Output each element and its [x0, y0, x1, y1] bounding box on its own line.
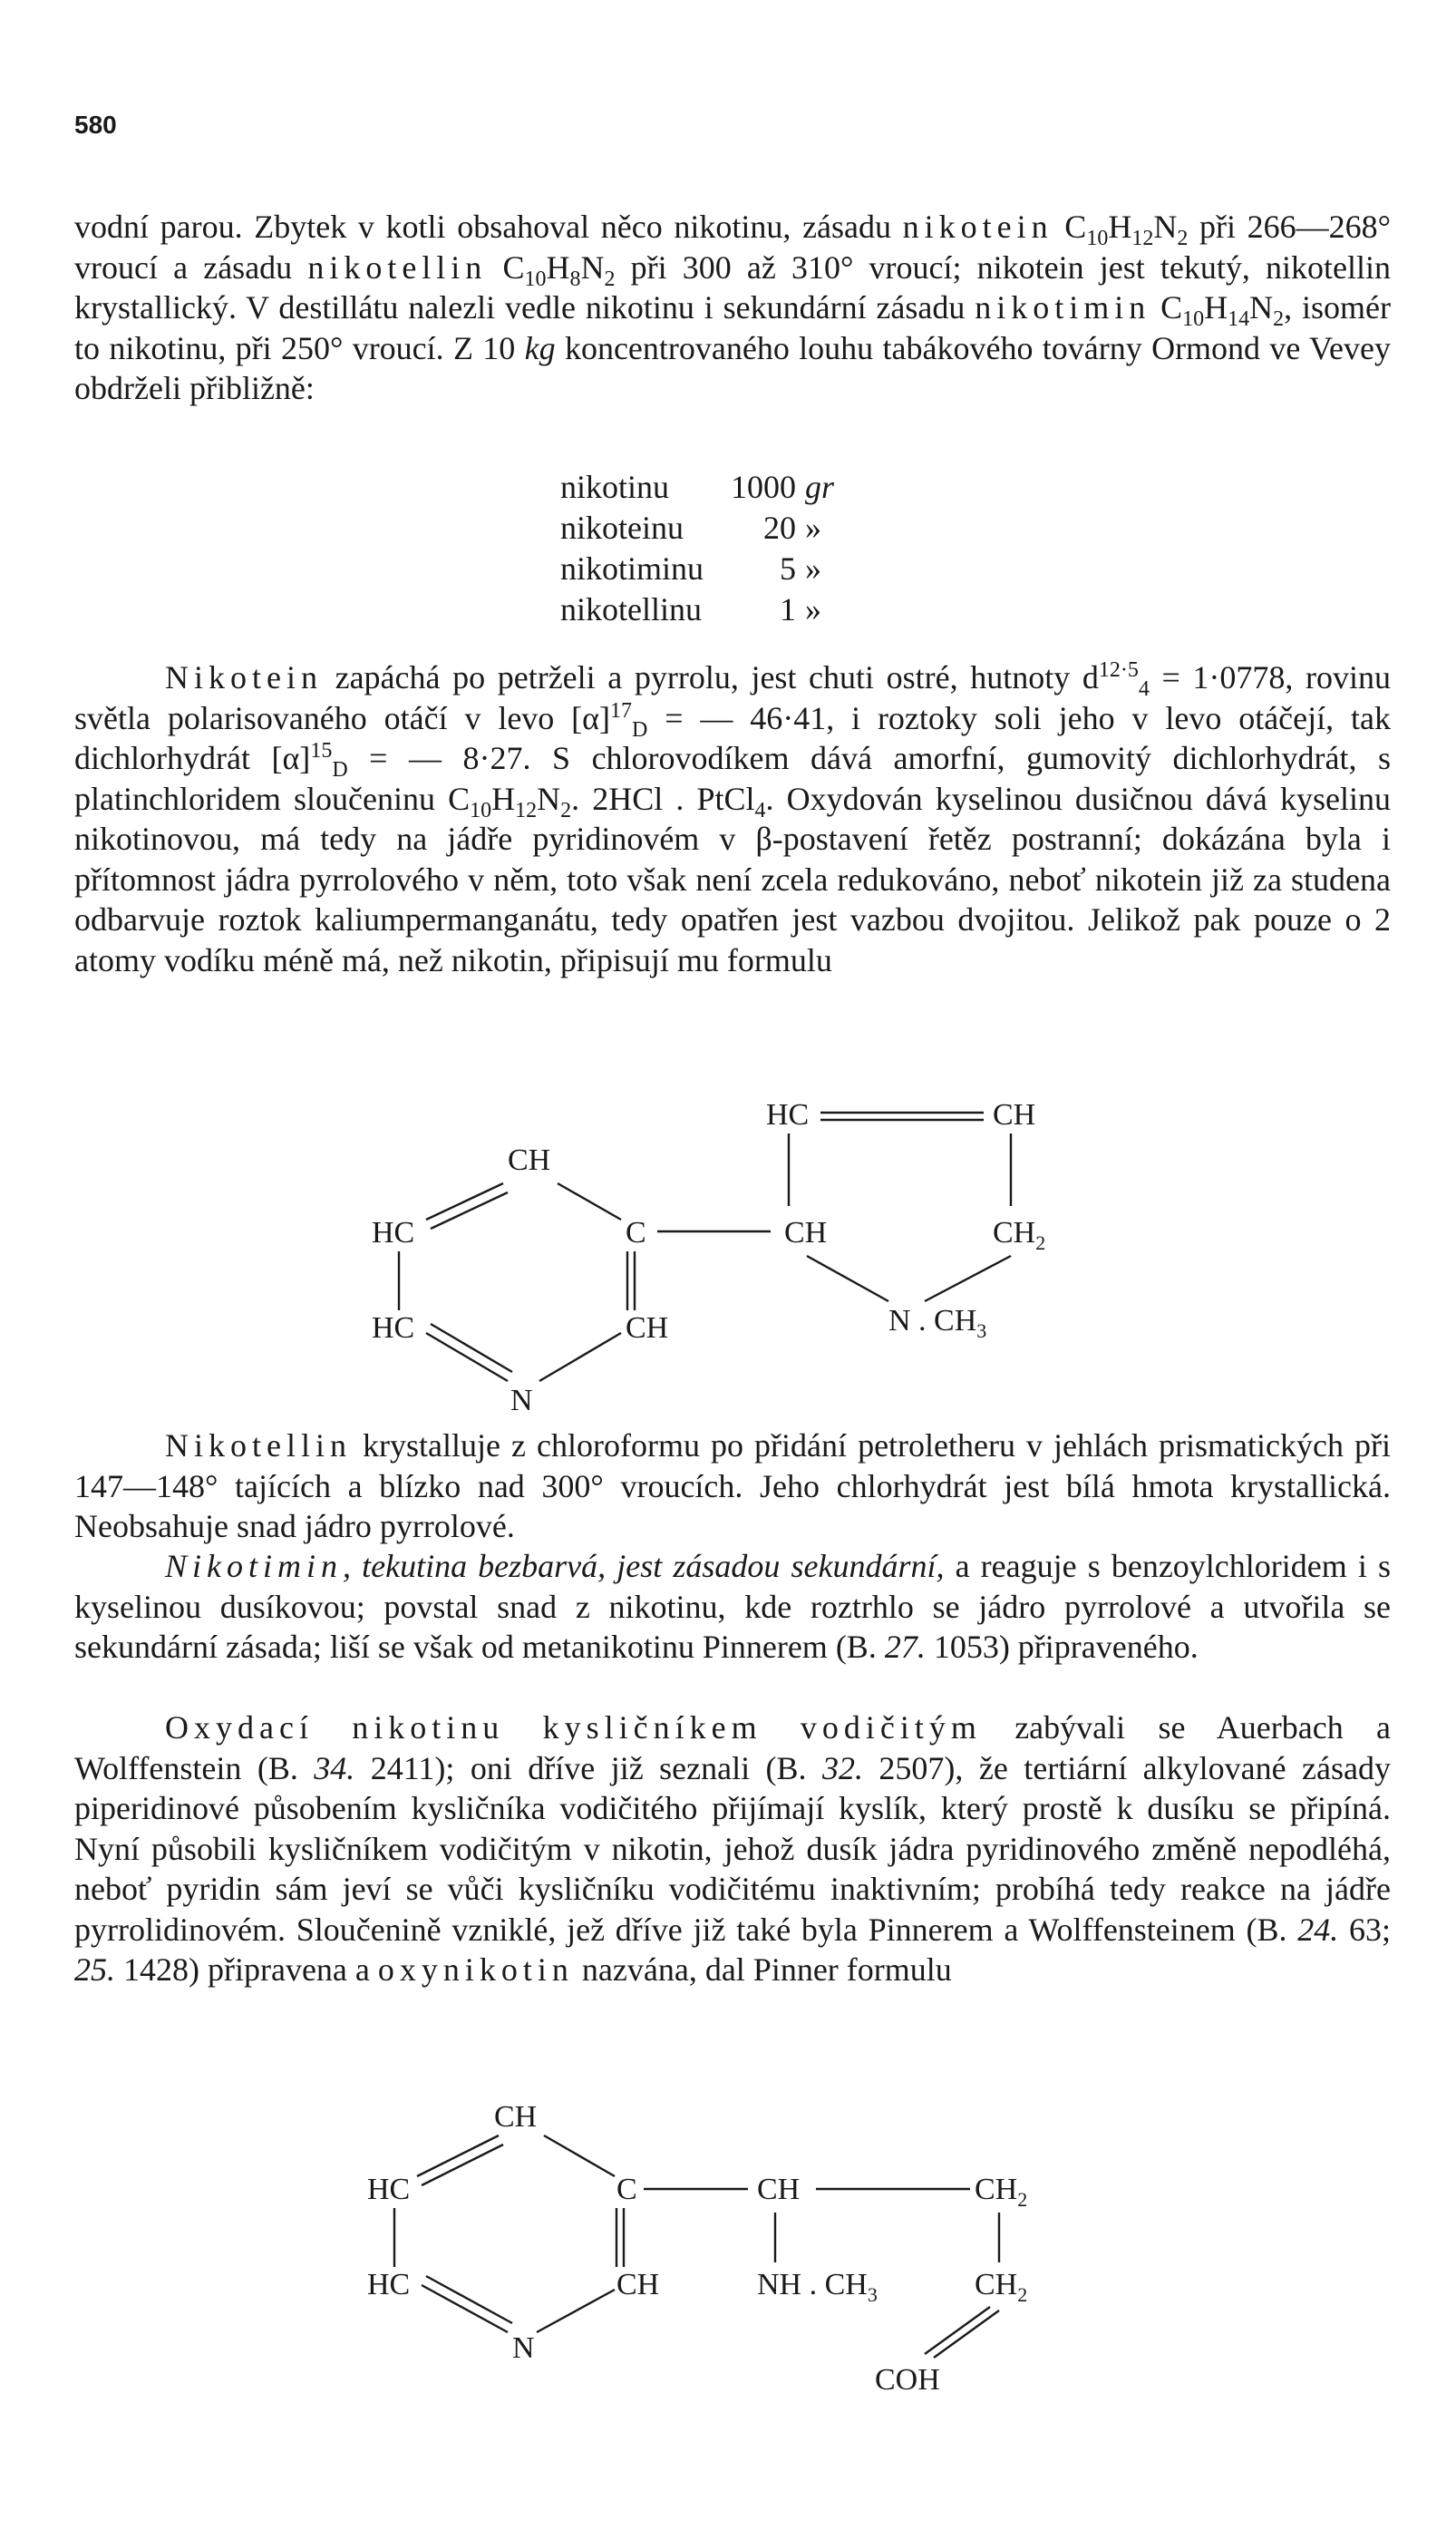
text: C: [487, 248, 525, 286]
atom-label: N: [512, 2331, 535, 2365]
table-row: [560, 589, 834, 630]
atom-label: COH: [875, 2363, 940, 2397]
text: 2507), že tertiární alkylované zásady piperidinové působením kysličníka vodičitého přijímají kyslík, který prostě k dusíku se připíná. Nyní působili kysličníkem vodičitým v nikotin, jehož dusík jádra pyridinového změně nepodléhá, neboť pyridin sám jeví se vůči kysličníku vodičitému inaktivním; probíhá tedy reakce na jádře pyrrolidinovém. Sloučenině vzniklé, jež dříve již také byla Pinnerem a Wolffensteinem (B.: [74, 1749, 1391, 1948]
bond: [558, 1183, 621, 1220]
text: C: [1053, 209, 1087, 245]
text: N: [537, 780, 561, 817]
reference: 34.: [314, 1749, 355, 1786]
text: = — 46·41, i roztoky soli jeho v levo otáčejí, tak dichlorhydrát [α]: [74, 699, 1391, 776]
text: N: [580, 248, 605, 286]
subscript: 12: [1131, 227, 1154, 251]
text: zabývali se Auerbach a Wolffenstein (B.: [74, 1709, 1391, 1786]
table-cell-name: nikotinu: [560, 469, 670, 505]
table-cell-unit: »: [805, 591, 822, 627]
text: , tekutina bezbarvá, jest zásadou sekundární,: [343, 1548, 945, 1584]
text: H: [546, 248, 570, 286]
table-cell-unit: »: [805, 550, 822, 587]
text: a reaguje s benzoylchloridem i s kyselinou dusíkovou; povstal snad z nikotinu, kde roztrhlo se jádro pyrrolové a utvořila se sekundární zásada; liší se však od metanikotinu Pinnerem (B.: [74, 1548, 1391, 1665]
subscript: 8: [569, 267, 581, 291]
section-lead: Oxydací nikotinu kysličníkem vodičitým: [165, 1709, 982, 1746]
text: H: [1108, 209, 1132, 245]
bond: [422, 2285, 508, 2332]
table-cell-unit: gr: [805, 469, 835, 505]
text: C: [1150, 289, 1183, 326]
text: vodní parou. Zbytek v kotli obsahoval něco nikotinu, zásadu: [74, 209, 903, 245]
table-cell-name: nikoteinu: [560, 510, 684, 546]
text: 1428) připravena a: [115, 1951, 378, 1988]
superscript: 17: [610, 698, 632, 723]
reference: 25.: [74, 1951, 115, 1988]
bond: [431, 1192, 508, 1229]
subscript: 14: [1228, 307, 1250, 332]
bond: [417, 2135, 499, 2176]
bond: [426, 1333, 508, 1381]
subscript: 2: [604, 267, 616, 291]
subscript: 2: [1273, 307, 1285, 332]
bond: [544, 2135, 615, 2176]
atom-label: $CH_2$: [975, 2173, 1028, 2211]
table-cell-amount: 1000: [731, 469, 797, 505]
subscript: 10: [1086, 227, 1109, 251]
subscript: 12: [515, 798, 538, 822]
bond: [537, 2290, 615, 2332]
reference: 27.: [884, 1629, 926, 1665]
term-oxynikotin: oxynikotin: [377, 1951, 574, 1988]
text: N: [1153, 209, 1178, 245]
term-nikotein: Nikotein: [165, 659, 323, 696]
text: koncentrovaného louhu tabákového továrny Ormond ve Vevey obdrželi přibližně:: [74, 329, 1392, 406]
text: při 266—268° vroucí a zásadu: [74, 209, 1392, 286]
atom-label: CH: [494, 2100, 538, 2134]
table-row: [560, 549, 834, 589]
text: . Oxydován kyselinou dusičnou dává kyselinu nikotinovou, má tedy na jádře pyridinovém v β-postavení řetěz postranní; dokázána byla i přítomnost jádra pyrrolového v něm, toto však není zcela redukováno, neboť nikotein již za studena odbarvuje roztok kaliumpermanganátu, tedy opatřen jest vazbou dvojitou. Jelikož pak pouze o 2 atomy vodíku méně má, než nikotin, připisují mu formulu: [74, 780, 1391, 978]
text: = 1·0778, rovinu světla polarisovaného otáčí v levo [α]: [74, 659, 1391, 736]
atom-label: CH: [757, 2173, 801, 2206]
term-nikotellin: Nikotellin: [165, 1427, 352, 1464]
atom-label: $CH_2$: [975, 2268, 1028, 2306]
subscript: 2: [1177, 227, 1189, 251]
reference: 32.: [821, 1749, 863, 1786]
text: krystalluje z chloroformu po přidání petroletheru v jehlách prismatických při 147—148° tajících a blízko nad 300° vroucích. Jeho chlorhydrát jest bílá hmota krystallická. Neobsahuje snad jádro pyrrolové.: [74, 1427, 1391, 1544]
yield-table: [560, 467, 834, 630]
atom-label: $CH_2$: [993, 1216, 1046, 1254]
paragraph-3: [74, 1425, 1391, 1547]
text: 63;: [1338, 1911, 1391, 1948]
text: = — 8·27. S chlorovodíkem dává amorfní, gumovitý dichlorhydrát, s platinchloridem sloučeninu C: [74, 740, 1392, 817]
bond: [426, 2276, 512, 2323]
superscript: 15: [310, 739, 333, 763]
atom-label: CH: [508, 1143, 551, 1177]
bond: [934, 2310, 999, 2358]
formula-nikotein: [345, 1093, 1070, 1428]
term-nikotellin: nikotellin: [307, 248, 488, 286]
term-nikotimin: Nikotimin: [165, 1548, 343, 1584]
table-row: [560, 467, 834, 508]
subscript: 10: [1182, 307, 1205, 332]
atom-label: CH: [616, 2268, 660, 2301]
subscript: D: [332, 758, 348, 783]
page-number: 580: [74, 111, 117, 139]
atom-label: C: [626, 1216, 646, 1250]
atom-label: HC: [372, 1311, 415, 1345]
atom-label: N . $CH_3$: [888, 1304, 987, 1342]
table-cell-amount: 20: [763, 510, 797, 546]
atom-label: HC: [766, 1098, 810, 1132]
paragraph-4: [74, 1546, 1391, 1668]
bond: [431, 1324, 512, 1372]
table-cell-amount: 5: [780, 550, 797, 587]
subscript: 4: [1138, 677, 1150, 702]
text: nazvána, dal Pinner formulu: [573, 1951, 952, 1988]
bond: [925, 1256, 1011, 1301]
atom-label: NH . $CH_3$: [757, 2268, 878, 2306]
table-cell-name: nikotiminu: [560, 550, 704, 587]
unit-kg: kg: [524, 329, 556, 366]
formula-oxynikotin: [345, 2086, 1115, 2412]
atom-label: CH: [626, 1311, 669, 1345]
text: zapáchá po petrželi a pyrrolu, jest chuti ostré, hutnoty d: [322, 659, 1099, 696]
atom-label: CH: [993, 1098, 1036, 1132]
text: 2411); oni dříve již seznali (B.: [354, 1749, 822, 1786]
paragraph-1: [74, 207, 1391, 409]
text: při 300 až 310° vroucí; nikotein jest tekutý, nikotellin krystallický. V destillátu nalezli vedle nikotinu i sekundární zásadu: [74, 248, 1391, 326]
atom-label: C: [616, 2173, 637, 2206]
subscript: 10: [470, 798, 492, 822]
atom-label: HC: [367, 2173, 411, 2206]
bond: [925, 2307, 990, 2354]
table-cell-name: nikotellinu: [560, 591, 702, 627]
term-nikotimin: nikotimin: [975, 289, 1151, 326]
bond: [539, 1333, 621, 1381]
subscript: D: [632, 717, 648, 742]
atom-label: HC: [367, 2268, 411, 2301]
subscript: 4: [754, 798, 766, 822]
subscript: 10: [524, 267, 547, 291]
paragraph-2: [74, 657, 1391, 980]
text: N: [1249, 289, 1274, 326]
atom-label: HC: [372, 1216, 415, 1250]
table-cell-amount: 1: [780, 591, 797, 627]
text: 1053) připraveného.: [925, 1629, 1199, 1665]
text: H: [1204, 289, 1228, 326]
subscript: 2: [560, 798, 572, 822]
superscript: 12·5: [1098, 658, 1139, 682]
atom-label: N: [510, 1384, 533, 1417]
reference: 24.: [1297, 1911, 1339, 1948]
atom-label: CH: [784, 1216, 828, 1250]
bond: [807, 1256, 888, 1301]
table-cell-unit: »: [805, 510, 822, 546]
table-row: [560, 508, 834, 549]
bond: [422, 2145, 503, 2185]
paragraph-5: [74, 1707, 1391, 1990]
text: . 2HCl . PtCl: [571, 780, 755, 817]
term-nikotein: nikotein: [902, 209, 1053, 245]
text: , isomér to nikotinu, při 250° vroucí. Z 10: [74, 289, 1392, 366]
text: H: [491, 780, 516, 817]
bond: [426, 1183, 503, 1220]
